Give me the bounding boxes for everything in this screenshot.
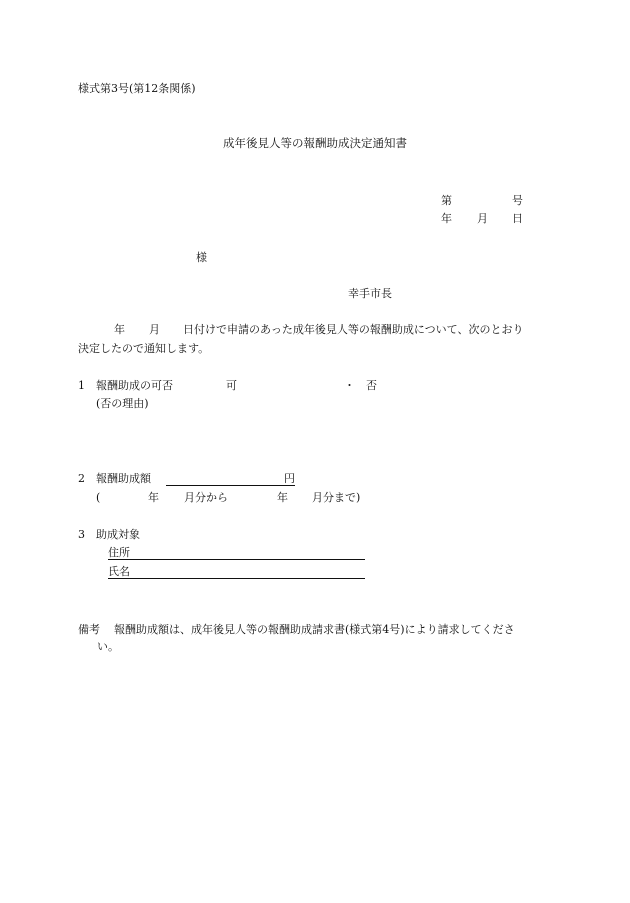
remarks-line1: 報酬助成額は、成年後見人等の報酬助成請求書(様式第4号)により請求してくださ [114,623,515,636]
period-year1: 年 [148,491,159,504]
document-title: 成年後見人等の報酬助成決定通知書 [223,136,407,150]
body-year: 年 [114,323,125,336]
date-year: 年 [441,212,452,225]
remarks-label: 備考 [78,623,100,636]
date-month: 月 [477,212,488,225]
body-month: 月 [149,323,160,336]
option-separator: ・ [344,379,355,392]
recipient-suffix: 様 [196,251,207,264]
section3-number: 3 [78,528,85,541]
option-reject: 否 [366,379,377,392]
period-year2: 年 [277,491,288,504]
address-underline [108,559,365,560]
section3-label: 助成対象 [96,528,140,541]
option-approve: 可 [226,379,237,392]
section2-number: 2 [78,472,85,485]
section1-number: 1 [78,379,85,392]
doc-number-suffix: 号 [512,194,523,207]
amount-yen: 円 [284,472,295,485]
name-label: 氏名 [108,565,130,578]
date-day: 日 [512,212,523,225]
issuer: 幸手市長 [348,287,392,300]
section2-label: 報酬助成額 [96,472,151,485]
amount-underline [166,485,295,486]
address-label: 住所 [108,546,130,559]
period-month2: 月分まで) [312,491,361,504]
section1-label: 報酬助成の可否 [96,379,173,392]
form-number: 様式第3号(第12条関係) [78,82,196,95]
reject-reason-label: (否の理由) [96,397,149,410]
doc-number-prefix: 第 [441,194,452,207]
remarks-line2: い。 [97,640,119,653]
period-month1: 月分から [184,491,228,504]
name-underline [108,578,365,579]
period-open: ( [96,491,101,504]
body-line1: 日付けで申請のあった成年後見人等の報酬助成について、次のとおり [183,323,524,336]
body-line2: 決定したので通知します。 [78,342,210,355]
